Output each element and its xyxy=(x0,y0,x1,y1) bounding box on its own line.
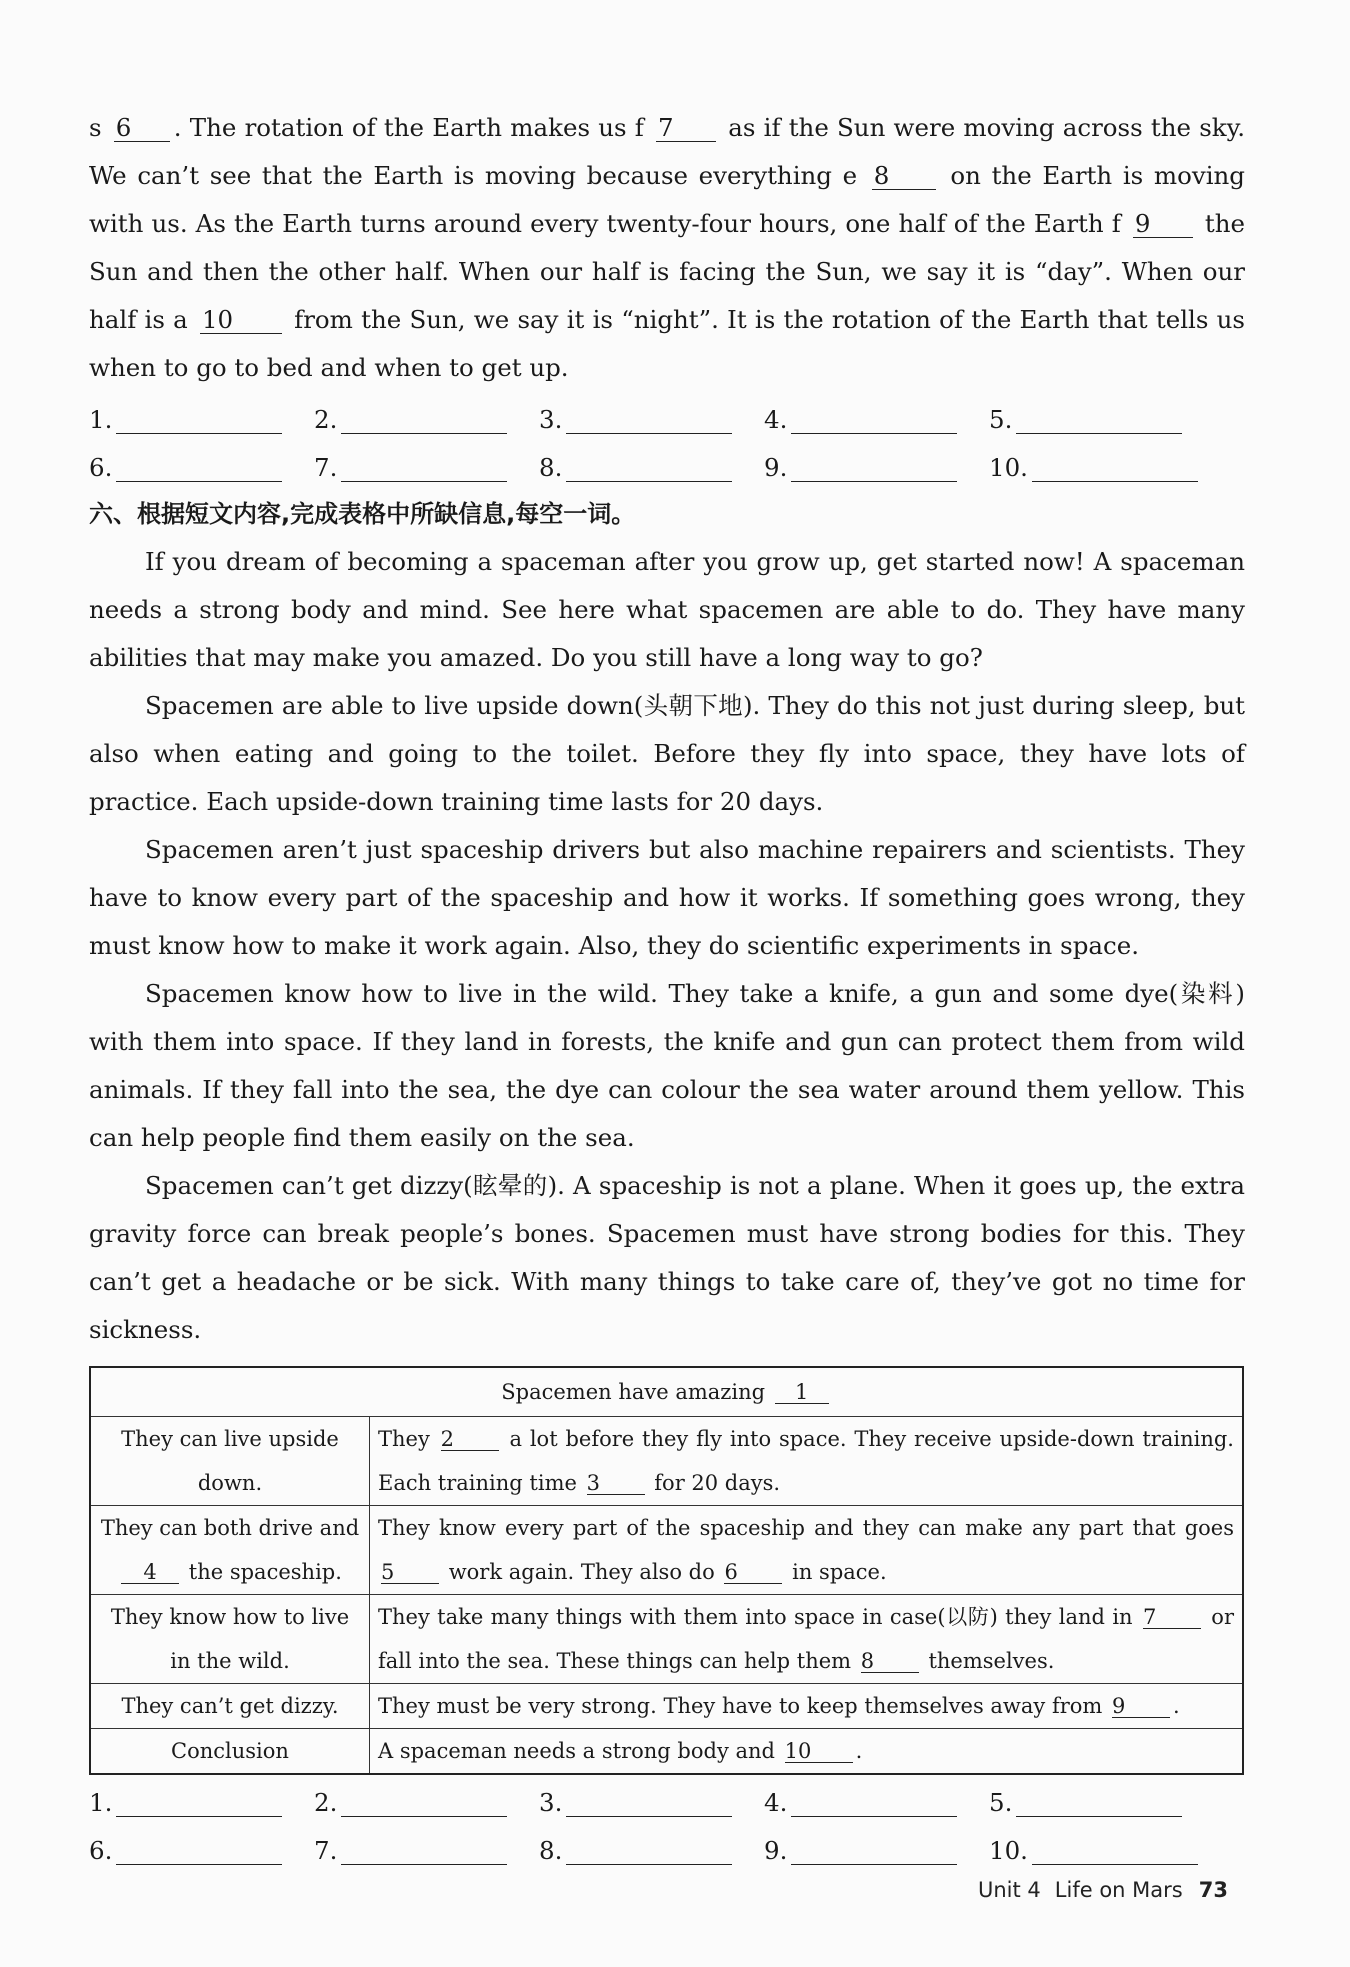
table-blank-1[interactable]: 1 xyxy=(775,1382,829,1404)
answer-slot[interactable]: 4. xyxy=(764,405,989,434)
table-row xyxy=(90,1684,1243,1729)
spaceman-paragraph-3: Spacemen aren’t just spaceship drivers but also machine repairers and scientists. They have to know every part of the spaceship and how it works. If something goes wrong, they must know how to make it work again. Also, they do scientific experiments in space. xyxy=(89,835,1245,960)
answer-line[interactable] xyxy=(1032,1842,1198,1865)
answer-line[interactable] xyxy=(791,459,957,482)
spaceman-paragraph-2: Spacemen are able to live upside down(头朝下地). They do this not just during sleep, but also when eating and going to the toilet. Before they fly into space, they have lots of practice. Each upside-down training time lasts for 20 days. xyxy=(89,691,1245,816)
answer-slot[interactable]: 1. xyxy=(89,405,314,434)
footer-unit: Unit 4 xyxy=(978,1878,1041,1902)
answer-line[interactable] xyxy=(1032,459,1198,482)
row-detail: They 2 a lot before they fly into space. They receive upside-down training. Each training time 3 for 20 days. xyxy=(370,1417,1244,1506)
passage-blank-7[interactable]: 7 xyxy=(656,116,716,142)
passage-text: on the Earth is moving with us. As the Earth turns around every twenty-four hours, one half of the Earth f xyxy=(89,161,1245,238)
table-header-cell: Spacemen have amazing 1 xyxy=(90,1367,1243,1417)
answer-slot[interactable]: 4. xyxy=(764,1788,989,1817)
answer-row xyxy=(89,1825,1245,1873)
answer-slot[interactable]: 8. xyxy=(539,453,764,482)
answer-slot[interactable]: 10. xyxy=(989,453,1214,482)
table-blank-7[interactable]: 7 xyxy=(1143,1607,1201,1629)
answer-slot[interactable]: 2. xyxy=(314,1788,539,1817)
table-blank-10[interactable]: 10 xyxy=(785,1741,853,1763)
row-detail: They take many things with them into space in case(以防) they land in 7 or fall into the sea. These things can help them 8 themselves. xyxy=(370,1595,1244,1684)
page-number: 73 xyxy=(1198,1878,1228,1902)
passage-text: . The rotation of the Earth makes us f xyxy=(173,113,653,142)
table-row xyxy=(90,1417,1243,1506)
page-footer xyxy=(978,1878,1228,1902)
answer-slot[interactable]: 8. xyxy=(539,1836,764,1865)
answer-line[interactable] xyxy=(116,1794,282,1817)
answer-line[interactable] xyxy=(341,411,507,434)
row-label: Conclusion xyxy=(90,1729,370,1775)
answer-row xyxy=(89,394,1245,442)
passage-blank-8[interactable]: 8 xyxy=(872,164,936,190)
table-blank-4[interactable]: 4 xyxy=(121,1562,179,1584)
answer-line[interactable] xyxy=(566,1794,732,1817)
answer-slot[interactable]: 7. xyxy=(314,1836,539,1865)
table-blank-2[interactable]: 2 xyxy=(441,1429,499,1451)
row-detail: They must be very strong. They have to keep themselves away from 9 . xyxy=(370,1684,1244,1729)
table-row xyxy=(90,1506,1243,1595)
row-detail: A spaceman needs a strong body and 10 . xyxy=(370,1729,1244,1775)
passage-text: from the Sun, we say it is “night”. It is the rotation of the Earth that tells us when to go to bed and when to get up. xyxy=(89,305,1245,382)
answer-slot[interactable]: 10. xyxy=(989,1836,1214,1865)
answer-slot[interactable]: 5. xyxy=(989,405,1214,434)
spaceman-paragraph-1: If you dream of becoming a spaceman after you grow up, get started now! A spaceman needs a strong body and mind. See here what spacemen are able to do. They have many abilities that may make you amazed. Do you still have a long way to go? xyxy=(89,547,1245,672)
row-label: They can’t get dizzy. xyxy=(90,1684,370,1729)
table-blank-6[interactable]: 6 xyxy=(724,1562,782,1584)
answer-line[interactable] xyxy=(116,459,282,482)
spaceman-paragraph-5: Spacemen can’t get dizzy(眩晕的). A spaceship is not a plane. When it goes up, the extra gravity force can break people’s bones. Spacemen must have strong bodies for this. They can’t get a headache or be sick. With many things to take care of, they’ve got no time for sickness. xyxy=(89,1171,1245,1344)
passage-text: as if the Sun were moving across the sky. We can’t see that the Earth is moving because everything e xyxy=(89,113,1245,190)
passage-blank-6[interactable]: 6 xyxy=(114,116,170,142)
answer-slot[interactable]: 2. xyxy=(314,405,539,434)
answer-line[interactable] xyxy=(1016,411,1182,434)
passage-earth-rotation xyxy=(89,104,1245,392)
passage-blank-10[interactable]: 10 xyxy=(200,308,282,334)
page-content xyxy=(89,104,1245,1873)
answer-line[interactable] xyxy=(116,1842,282,1865)
answer-line[interactable] xyxy=(116,411,282,434)
spaceman-paragraph-4: Spacemen know how to live in the wild. They take a knife, a gun and some dye(染料) with them into space. If they land in forests, the knife and gun can protect them from wild animals. If they fall into the sea, the dye can colour the sea water around them yellow. This can help people find them easily on the sea. xyxy=(89,979,1245,1152)
passage-text: s xyxy=(89,113,110,142)
answer-slot[interactable]: 9. xyxy=(764,453,989,482)
answer-lines-part6 xyxy=(89,1777,1245,1873)
table-blank-5[interactable]: 5 xyxy=(381,1562,439,1584)
table-header-row xyxy=(90,1367,1243,1417)
answer-lines-part5 xyxy=(89,394,1245,490)
answer-line[interactable] xyxy=(341,1794,507,1817)
answer-slot[interactable]: 5. xyxy=(989,1788,1214,1817)
info-table xyxy=(89,1366,1244,1775)
answer-line[interactable] xyxy=(566,411,732,434)
answer-slot[interactable]: 1. xyxy=(89,1788,314,1817)
answer-line[interactable] xyxy=(566,1842,732,1865)
answer-line[interactable] xyxy=(791,1794,957,1817)
answer-line[interactable] xyxy=(341,1842,507,1865)
table-row xyxy=(90,1729,1243,1775)
answer-line[interactable] xyxy=(566,459,732,482)
answer-line[interactable] xyxy=(791,411,957,434)
answer-slot[interactable]: 6. xyxy=(89,453,314,482)
answer-row xyxy=(89,442,1245,490)
table-blank-3[interactable]: 3 xyxy=(587,1473,645,1495)
answer-slot[interactable]: 6. xyxy=(89,1836,314,1865)
answer-slot[interactable]: 7. xyxy=(314,453,539,482)
table-row xyxy=(90,1595,1243,1684)
answer-line[interactable] xyxy=(791,1842,957,1865)
answer-line[interactable] xyxy=(1016,1794,1182,1817)
table-blank-9[interactable]: 9 xyxy=(1112,1696,1170,1718)
row-label: They know how to live in the wild. xyxy=(90,1595,370,1684)
table-blank-8[interactable]: 8 xyxy=(861,1651,919,1673)
answer-slot[interactable]: 3. xyxy=(539,405,764,434)
answer-slot[interactable]: 9. xyxy=(764,1836,989,1865)
row-label: They can live upside down. xyxy=(90,1417,370,1506)
footer-title: Life on Mars xyxy=(1054,1878,1183,1902)
answer-row xyxy=(89,1777,1245,1825)
passage-text: the Sun and then the other half. When our half is facing the Sun, we say it is “day”. When our half is a xyxy=(89,209,1245,334)
row-detail: They know every part of the spaceship and they can make any part that goes 5 work again. They also do 6 in space. xyxy=(370,1506,1244,1595)
answer-line[interactable] xyxy=(341,459,507,482)
row-label: They can both drive and 4 the spaceship. xyxy=(90,1506,370,1595)
section-heading: 六、根据短文内容,完成表格中所缺信息,每空一词。 xyxy=(89,500,636,528)
passage-blank-9[interactable]: 9 xyxy=(1133,212,1193,238)
answer-slot[interactable]: 3. xyxy=(539,1788,764,1817)
